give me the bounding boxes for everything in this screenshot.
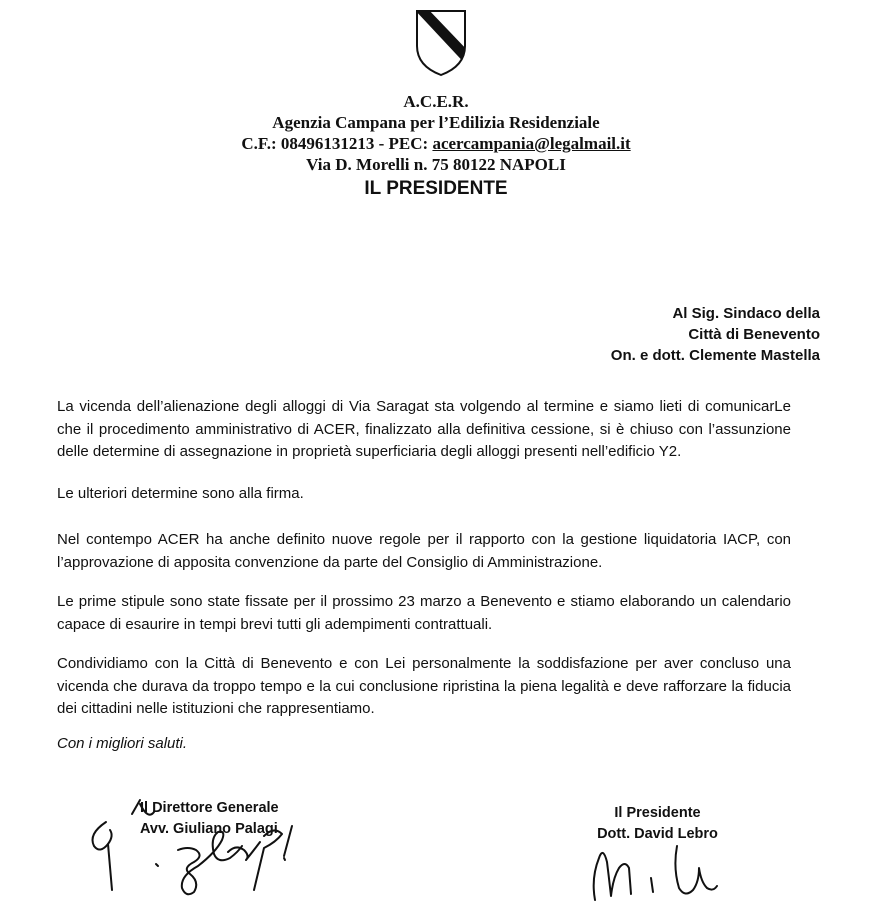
recipient-line-3: On. e dott. Clemente Mastella — [610, 347, 820, 364]
director-name: Avv. Giuliano Palagi — [140, 821, 278, 837]
body-paragraph-1: La vicenda dell’alienazione degli alloggi di Via Saragat sta volgendo al termine e siamo lieti di comunicarLe che il procedimento amministrativo di ACER, finalizzato alla definitiva cessione, si è chiuso con l’assunzione delle determine di assegnazione in proprietà superficiaria degli alloggi presenti nell’edificio Y2. — [57, 398, 791, 460]
coat-of-arms-shield-icon — [413, 8, 469, 78]
org-acronym: A.C.E.R. — [403, 92, 469, 111]
recipient-line-1: Al Sig. Sindaco della — [672, 305, 820, 322]
body-paragraph-4: Le prime stipule sono state fissate per il prossimo 23 marzo a Benevento e stiamo elaborando un calendario capace di esaurire in tempi brevi tutti gli adempimenti contrattuali. — [57, 593, 791, 633]
director-title: Il Direttore Generale — [140, 800, 279, 816]
body-paragraph-3: Nel contempo ACER ha anche definito nuove regole per il rapporto con la gestione liquidatoria IACP, con l’approvazione di apposita convenzione da parte del Consiglio di Amministrazione. — [57, 531, 791, 571]
president-name: Dott. David Lebro — [597, 826, 718, 842]
office-title: IL PRESIDENTE — [364, 178, 508, 199]
org-name: Agenzia Campana per l’Edilizia Residenziale — [272, 113, 600, 132]
org-address: Via D. Morelli n. 75 80122 NAPOLI — [306, 155, 566, 174]
tax-code-pec-line — [0, 134, 872, 154]
director-handwritten-signature — [78, 790, 308, 902]
president-handwritten-signature — [585, 838, 720, 904]
body-paragraph-5: Condividiamo con la Città di Benevento e con Lei personalmente la soddisfazione per aver concluso una vicenda che durava da troppo tempo e la cui conclusione ripristina la piena legalità e deve rafforzare la fiducia dei cittadini nelle istituzioni che rappresentiamo. — [57, 655, 791, 717]
president-title: Il Presidente — [614, 805, 701, 821]
tax-code-label: C.F.: 08496131213 - PEC: — [241, 134, 433, 153]
body-paragraph-2: Le ulteriori determine sono alla firma. — [57, 485, 304, 502]
pec-email-link[interactable]: acercampania@legalmail.it — [432, 134, 631, 153]
closing-salutation: Con i migliori saluti. — [57, 735, 188, 752]
recipient-line-2: Città di Benevento — [688, 326, 820, 343]
recipient-block — [611, 303, 820, 366]
